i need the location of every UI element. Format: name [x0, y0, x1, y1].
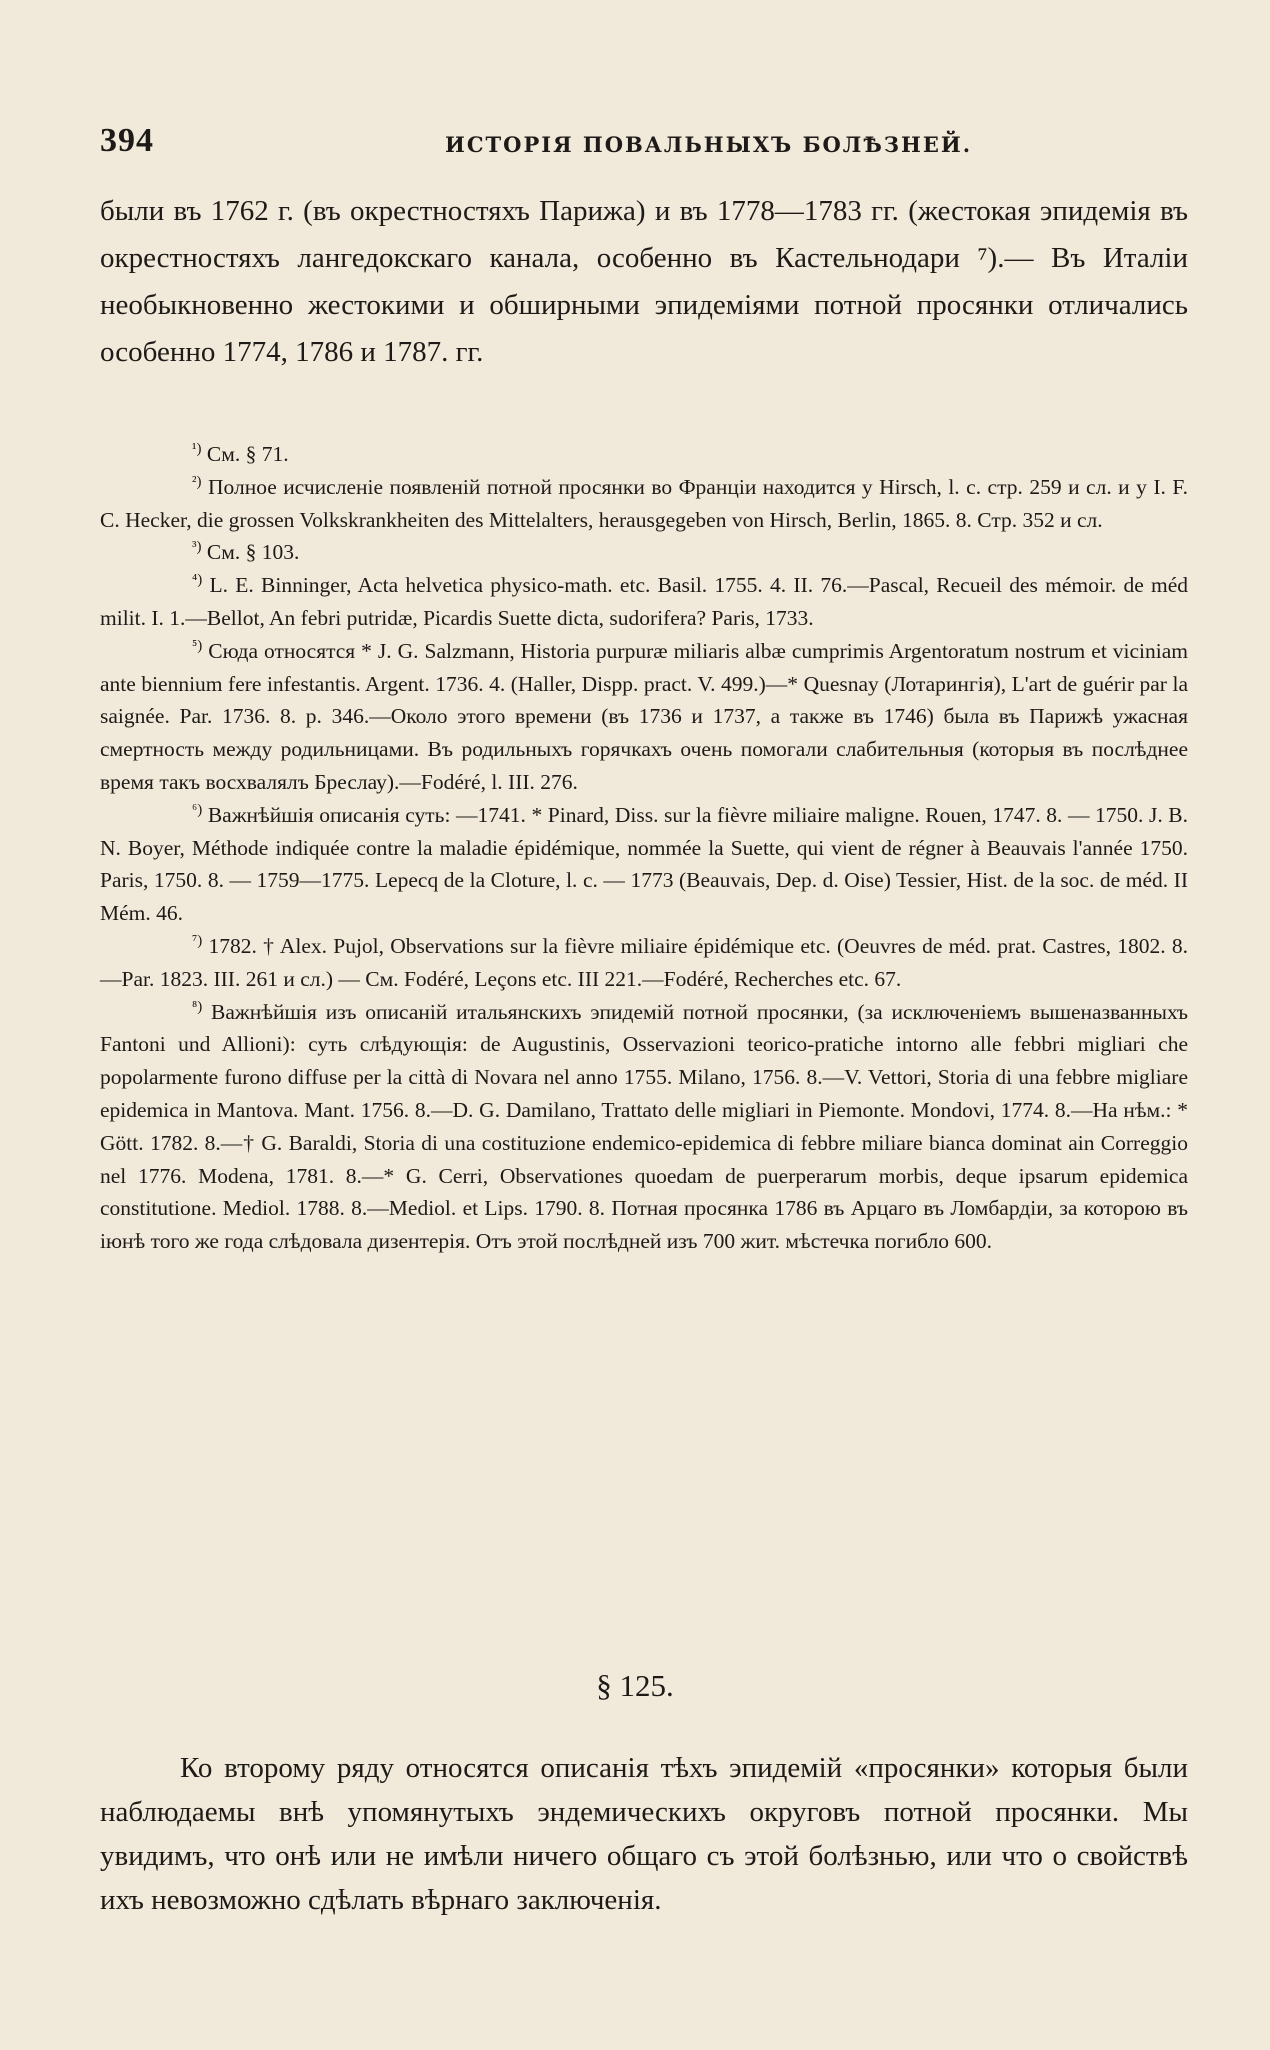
footnote-text: 1782. † Alex. Pujol, Observations sur la fièvre miliaire épidémique etc. (Oeuvres de méd. prat. Castres, 1802. 8.—Par. 1823. III. 261 и сл.) — См. Fodéré, Leçons etc. III 221.—Fodéré, Recherches etc. 67.	[100, 933, 1189, 991]
footnote	[100, 799, 1188, 930]
footnote-text: Сюда относятся * J. G. Salzmann, Historia purpuræ miliaris albæ cumprimis Argentoratum nostrum et viciniam ante biennium fere infestantis. Argent. 1736. 4. (Haller, Dispp. pract. V. 499.)—* Quesnay (Лотарингія), L'art de guérir par la saignée. Par. 1736. 8. p. 346.—Около этого времени (въ 1736 и 1737, а также въ 1746) была въ Парижѣ ужасная смертность между родильницами. Въ родильныхъ горячкахъ очень помогали слабительныя (которыя въ послѣднее время такъ восхвалялъ Бреслау).—Fodéré, l. III. 276.	[100, 638, 1189, 794]
footnote-text: См. § 103.	[206, 540, 300, 565]
footnote-number: ⁶)	[192, 801, 203, 818]
section-heading: § 125.	[596, 1668, 674, 1703]
footnote-number: ⁷)	[192, 932, 203, 949]
footnote	[100, 438, 1188, 471]
running-head: ИСТОРІЯ ПОВАЛЬНЫХЪ БОЛѢЗНЕЙ.	[445, 132, 973, 157]
footnote	[100, 635, 1188, 799]
section-paragraph: Ко второму ряду относятся описанія тѣхъ эпидемій «просянки» которыя были наблюдаемы внѣ упомянутыхъ эндемическихъ округовъ потной просянки. Мы увидимъ, что онѣ или не имѣли ничего общаго съ этой болѣзнью, или что о свойствѣ ихъ невозможно сдѣлать вѣрнаго заключенія.	[100, 1752, 1188, 1916]
footnote-number: ⁴)	[192, 572, 203, 589]
footnote	[100, 930, 1188, 996]
footnote-number: ³)	[192, 539, 202, 556]
footnote-text: Полное исчисленіе появленій потной просянки во Франціи находится у Hirsch, l. c. стр. 259 и сл. и у I. F. C. Hecker, die grossen Volkskrankheiten des Mittelalters, herausgegeben von Hirsch, Berlin, 1865. 8. Стр. 352 и сл.	[100, 474, 1188, 532]
page-header	[100, 122, 1200, 170]
footnote-number: ¹)	[192, 440, 202, 457]
footnote-number: ⁸)	[192, 998, 203, 1015]
footnote-text: Важнѣйшія изъ описаній итальянскихъ эпидемій потной просянки, (за исключеніемъ вышеназванныхъ Fantoni und Allioni): суть слѣдующія: de Augustinis, Osservazioni teorico-pratiche intorno alle febbri migliari che popolarmente furono diffuse per la città di Novara nel anno 1755. Milano, 1756. 8.—V. Vettori, Storia di una febbre migliare epidemica in Mantova. Mant. 1756. 8.—D. G. Damilano, Trattato delle migliari in Piemonte. Mondovi, 1774. 8.—На нѣм.: * Gött. 1782. 8.—† G. Baraldi, Storia di una costituzione endemico-epidemica di febbre miliare bianca dominat ain Correggio nel 1776. Modena, 1781. 8.—* G. Cerri, Observationes quoedam de puerperarum morbis, deque ipsarum epidemica constitutione. Mediol. 1788. 8.—Mediol. et Lips. 1790. 8. Потная просянка 1786 въ Арцаго въ Ломбардіи, за которою въ іюнѣ того же года слѣдовала дизентерія. Отъ этой послѣдней изъ 700 жит. мѣстечка погибло 600.	[100, 999, 1188, 1254]
footnote-number: ²)	[192, 473, 202, 490]
main-paragraph: были въ 1762 г. (въ окрестностяхъ Парижа) и въ 1778—1783 гг. (жестокая эпидемія въ окрестностяхъ лангедокскаго канала, особенно въ Кастельнодари ⁷).— Въ Италіи необыкновенно жестокими и обширными эпидеміями потной просянки отличались особенно 1774, 1786 и 1787. гг.	[100, 195, 1188, 368]
footnote	[100, 536, 1188, 569]
footnote	[100, 471, 1188, 537]
footnote-text: L. E. Binninger, Acta helvetica physico-math. etc. Basil. 1755. 4. II. 76.—Pascal, Recueil des mémoir. de méd milit. I. 1.—Bellot, An febri putridæ, Picardis Suette dicta, sudorifera? Paris, 1733.	[100, 573, 1189, 630]
footnote-text: Важнѣйшія описанія суть: —1741. * Pinard, Diss. sur la fièvre miliaire maligne. Rouen, 1747. 8. — 1750. J. B. N. Boyer, Méthode indiquée contre la maladie épidémique, nommée la Suette, qui vient de régner à Beauvais l'année 1750. Paris, 1750. 8. — 1759—1775. Lepecq de la Cloture, l. c. — 1773 (Beauvais, Dep. d. Oise) Tessier, Hist. de la soc. de méd. II Mém. 46.	[100, 802, 1189, 926]
footnote-number: ⁵)	[192, 637, 203, 654]
footnote-text: См. § 71.	[206, 442, 289, 466]
page-number: 394	[100, 122, 154, 159]
footnote	[100, 996, 1188, 1258]
footnotes	[100, 438, 1188, 1258]
footnote	[100, 569, 1188, 635]
